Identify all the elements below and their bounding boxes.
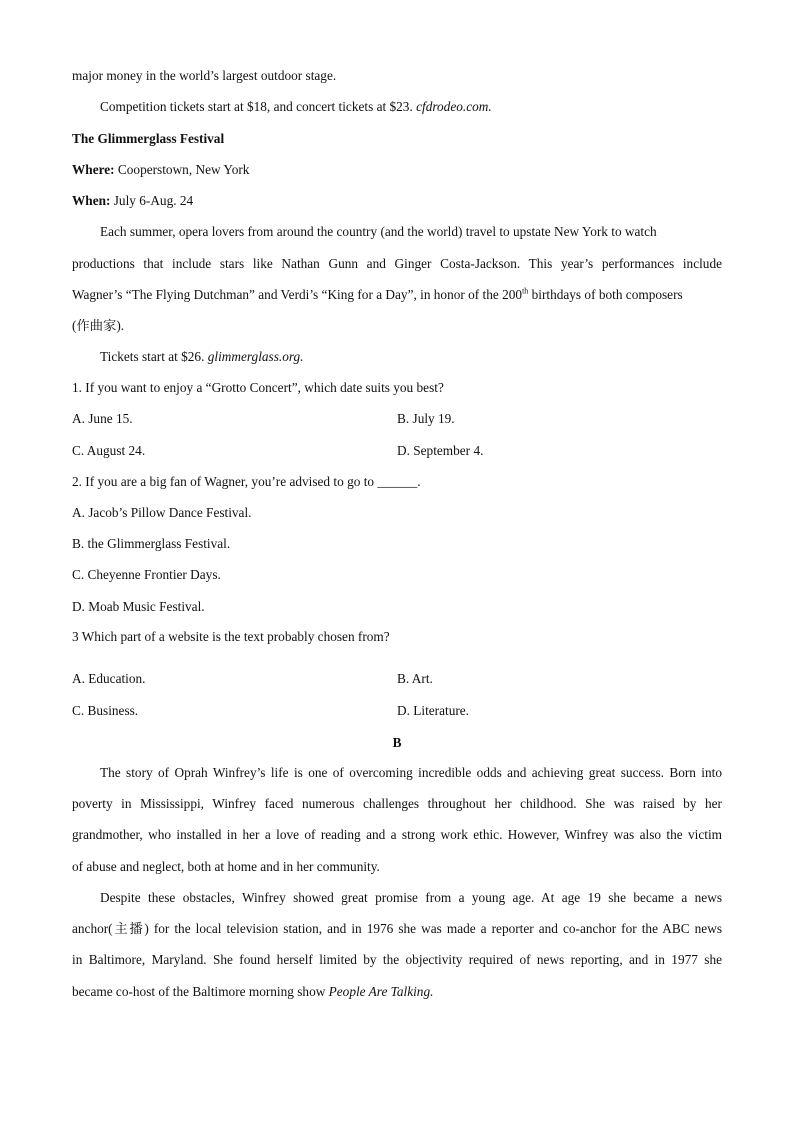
question-1-option-a[interactable]: A. June 15. <box>72 411 133 426</box>
paragraph-2-line-2: anchor(主播) for the local television station, and in 1976 she was made a reporter and co-anchor for the ABC news <box>72 921 722 936</box>
question-3-stem: 3 Which part of a website is the text probably chosen from? <box>72 629 390 644</box>
paragraph-1-line-4: of abuse and neglect, both at home and in her community. <box>72 859 380 874</box>
desc3-b: birthdays of both composers <box>528 287 683 302</box>
show-title: People Are Talking. <box>328 984 434 999</box>
p2-last-text: became co-host of the Baltimore morning show <box>72 984 326 999</box>
paragraph-2-line-3: in Baltimore, Maryland. She found herself limited by the objectivity required of news reporting, and in 1977 she <box>72 952 722 967</box>
tickets-site: cfdrodeo.com. <box>416 99 492 114</box>
festival-a-text: major money in the world’s largest outdoor stage. <box>72 68 337 83</box>
festival-when <box>72 192 193 210</box>
festival-desc-3 <box>72 286 683 304</box>
question-2-option-b[interactable]: B. the Glimmerglass Festival. <box>72 536 231 551</box>
festival-desc-1: Each summer, opera lovers from around the country (and the world) travel to upstate New York to watch <box>100 224 657 239</box>
paragraph-1-line-3: grandmother, who installed in her a love of reading and a strong work ethic. However, Winfrey was also the victim <box>72 827 722 842</box>
when-label: When: <box>72 193 111 208</box>
where-value: Cooperstown, New York <box>114 162 250 177</box>
question-1-option-d[interactable]: D. September 4. <box>397 443 484 458</box>
paragraph-2-line-4 <box>72 983 433 1001</box>
festival-b-tickets <box>100 348 304 366</box>
question-3-option-b[interactable]: B. Art. <box>397 671 433 686</box>
question-2-option-a[interactable]: A. Jacob’s Pillow Dance Festival. <box>72 505 252 520</box>
question-3-option-c[interactable]: C. Business. <box>72 703 139 718</box>
when-value: July 6-Aug. 24 <box>110 193 194 208</box>
question-1-stem: 1. If you want to enjoy a “Grotto Concert”, which date suits you best? <box>72 380 444 395</box>
section-heading: B <box>392 735 402 750</box>
tickets-site: glimmerglass.org. <box>207 349 304 364</box>
question-1-option-c[interactable]: C. August 24. <box>72 443 146 458</box>
desc3-sup: th <box>522 286 529 296</box>
festival-where <box>72 161 249 179</box>
festival-desc-2: productions that include stars like Nathan Gunn and Ginger Costa-Jackson. This year’s performances include <box>72 256 722 271</box>
where-label: Where: <box>72 162 115 177</box>
question-3-option-a[interactable]: A. Education. <box>72 671 146 686</box>
paragraph-1-line-2: poverty in Mississippi, Winfrey faced numerous challenges throughout her childhood. She was raised by her <box>72 796 722 811</box>
question-2-option-d[interactable]: D. Moab Music Festival. <box>72 599 205 614</box>
paragraph-1-line-1: The story of Oprah Winfrey’s life is one of overcoming incredible odds and achieving great success. Born into <box>100 765 722 780</box>
paragraph-2-line-1: Despite these obstacles, Winfrey showed great promise from a young age. At age 19 she became a news <box>100 890 722 905</box>
desc3-a: Wagner’s “The Flying Dutchman” and Verdi’s “King for a Day”, in honor of the 200 <box>72 287 523 302</box>
festival-title: The Glimmerglass Festival <box>72 131 225 146</box>
festival-desc-4: (作曲家). <box>72 318 125 333</box>
question-2-stem: 2. If you are a big fan of Wagner, you’re advised to go to ______. <box>72 474 421 489</box>
tickets-text: Tickets start at $26. <box>100 349 205 364</box>
festival-a-tickets <box>100 98 492 116</box>
tickets-text: Competition tickets start at $18, and concert tickets at $23. <box>100 99 413 114</box>
question-1-option-b[interactable]: B. July 19. <box>397 411 455 426</box>
question-2-option-c[interactable]: C. Cheyenne Frontier Days. <box>72 567 221 582</box>
question-3-option-d[interactable]: D. Literature. <box>397 703 469 718</box>
